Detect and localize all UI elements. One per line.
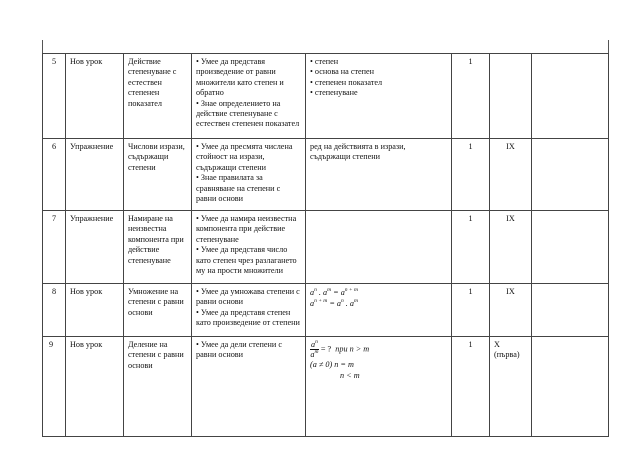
lesson-hours: 1 <box>452 337 490 437</box>
quotient-fraction: $\frac{a^n}{a^m}$ <box>310 339 319 359</box>
lesson-topic: Умножение на степени с равни основи <box>124 284 192 337</box>
lesson-number: 5 <box>43 54 66 139</box>
concept-item: • степен <box>310 57 339 66</box>
lesson-week: IX <box>490 284 532 337</box>
lesson-concepts <box>306 54 452 139</box>
concept-item: ред на действията в изрази, съдържащи степени <box>310 142 406 162</box>
lesson-hours: 1 <box>452 284 490 337</box>
lesson-hours: 1 <box>452 54 490 139</box>
lesson-concepts <box>306 284 452 337</box>
condition-text: при n > m <box>335 344 370 354</box>
concept-item: • степенуване <box>310 88 358 98</box>
table-row <box>43 139 609 211</box>
table-row <box>43 284 609 337</box>
quotient-rule-formula: $\frac{a^n}{a^m}$ = ? при n > m <box>310 339 370 359</box>
table-row <box>43 54 609 139</box>
skill-item: • Знае определението на действие степенуване с естествен степенен показател <box>196 98 300 129</box>
skill-item: • Умее да намира неизвестна компонента при действие степенуване <box>196 214 297 244</box>
lesson-concepts <box>306 337 452 437</box>
product-rule-formula: $a^n$ . $a^m = a^{n + m}$ <box>310 287 358 297</box>
lesson-topic: Числови изрази, съдържащи степени <box>124 139 192 211</box>
lesson-number: 8 <box>43 284 66 337</box>
skill-item: • Знае правилата за сравняване на степени с равни основи <box>196 173 281 204</box>
lesson-type: Нов урок <box>66 54 124 139</box>
skill-item: • Умее да умножава степени с равни основи <box>196 287 300 307</box>
lesson-type: Нов урок <box>66 337 124 437</box>
lesson-type: Упражнение <box>66 139 124 211</box>
left-margin-mark <box>42 40 43 54</box>
lesson-type: Нов урок <box>66 284 124 337</box>
table-row <box>43 337 609 437</box>
lesson-notes <box>532 139 609 211</box>
skill-item: • Умее да дели степени с равни основи <box>196 340 282 360</box>
lesson-number: 6 <box>43 139 66 211</box>
lesson-skills <box>192 54 306 139</box>
lesson-skills <box>192 337 306 437</box>
lesson-week <box>490 54 532 139</box>
product-rule-formula-reverse: $a^{n + m} = a^n$ . $a^m$ <box>310 298 358 308</box>
lesson-type: Упражнение <box>66 211 124 284</box>
lesson-topic: Намиране на неизвестна компонента при действие степенуване <box>124 211 192 284</box>
lesson-skills <box>192 139 306 211</box>
skill-item: • Умее да представя произведение от равни множители като степен и обратно <box>196 57 284 98</box>
lesson-skills <box>192 284 306 337</box>
lesson-notes <box>532 337 609 437</box>
lesson-notes <box>532 54 609 139</box>
condition-text: (a ≠ 0) n = m <box>310 360 354 369</box>
lesson-hours: 1 <box>452 211 490 284</box>
lesson-notes <box>532 211 609 284</box>
concept-item: • степенен показател <box>310 77 383 87</box>
lesson-topic: Деление на степени с равни основи <box>124 337 192 437</box>
skill-item: • Умее да представя число като степен чрез разлагането му на прости множители <box>196 245 297 276</box>
lesson-number: 9 <box>43 337 66 437</box>
right-margin-mark <box>608 40 609 54</box>
table-row <box>43 211 609 284</box>
lesson-notes <box>532 284 609 337</box>
skill-item: • Умее да представя степен като произведение от степени <box>196 307 300 328</box>
lesson-skills <box>192 211 306 284</box>
lesson-plan-table <box>42 53 609 437</box>
skill-item: • Умее да пресмята числена стойност на изрази, съдържащи степени <box>196 142 293 172</box>
condition-text: n < m <box>340 371 360 380</box>
lesson-week: IX <box>490 139 532 211</box>
lesson-week: IX <box>490 211 532 284</box>
lesson-topic: Действие степенуване с естествен степенен показател <box>124 54 192 139</box>
lesson-number: 7 <box>43 211 66 284</box>
lesson-week: X (първа) <box>490 337 532 437</box>
lesson-concepts <box>306 211 452 284</box>
lesson-concepts <box>306 139 452 211</box>
lesson-hours: 1 <box>452 139 490 211</box>
concept-item: • основа на степен <box>310 67 375 77</box>
